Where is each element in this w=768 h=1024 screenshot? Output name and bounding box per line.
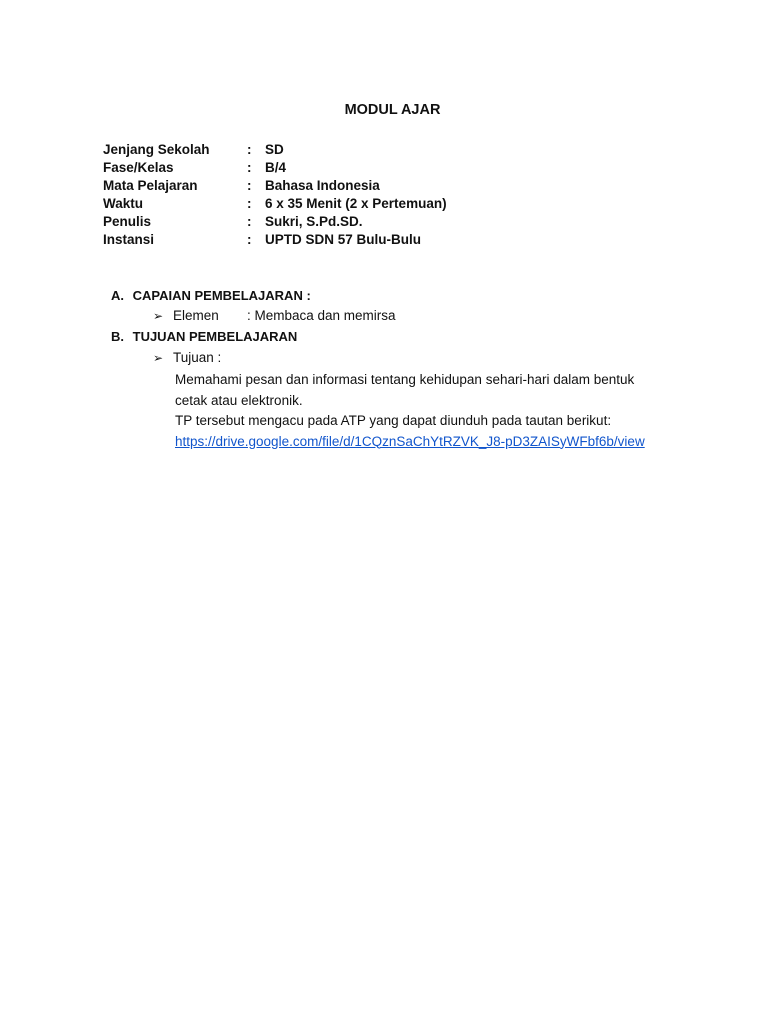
bullet-tujuan bbox=[153, 350, 221, 365]
arrow-bullet-icon: ➢ bbox=[153, 350, 164, 365]
meta-colon: : bbox=[247, 142, 252, 157]
meta-colon: : bbox=[247, 232, 252, 247]
body-line: cetak atau elektronik. bbox=[175, 392, 303, 408]
meta-row-waktu bbox=[103, 195, 447, 213]
meta-row-fase bbox=[103, 159, 447, 177]
atp-link[interactable]: https://drive.google.com/file/d/1CQznSaChYtRZVK_J8-pD3ZAISyWFbf6b/view bbox=[175, 433, 645, 449]
meta-key: Jenjang Sekolah bbox=[103, 142, 210, 157]
meta-key: Waktu bbox=[103, 196, 143, 211]
bullet-value: : Membaca dan memirsa bbox=[247, 308, 396, 323]
meta-key: Mata Pelajaran bbox=[103, 178, 198, 193]
meta-key: Fase/Kelas bbox=[103, 160, 174, 175]
bullet-label: Tujuan : bbox=[173, 350, 222, 365]
section-a-heading bbox=[111, 288, 311, 303]
meta-row-jenjang bbox=[103, 141, 447, 159]
meta-key: Instansi bbox=[103, 232, 155, 247]
meta-value: B/4 bbox=[265, 160, 287, 175]
meta-value: SD bbox=[265, 142, 284, 157]
meta-colon: : bbox=[247, 214, 252, 229]
arrow-bullet-icon: ➢ bbox=[153, 308, 164, 323]
section-letter: B. bbox=[111, 329, 124, 344]
meta-value: Sukri, S.Pd.SD. bbox=[265, 214, 363, 229]
meta-colon: : bbox=[247, 196, 252, 211]
tujuan-body bbox=[175, 370, 695, 452]
meta-colon: : bbox=[247, 160, 252, 175]
section-title: TUJUAN PEMBELAJARAN bbox=[132, 329, 298, 344]
meta-row-penulis bbox=[103, 213, 447, 231]
meta-row-mapel bbox=[103, 177, 447, 195]
bullet-label: Elemen bbox=[173, 308, 219, 323]
section-title: CAPAIAN PEMBELAJARAN : bbox=[132, 288, 311, 303]
meta-colon: : bbox=[247, 178, 252, 193]
meta-value: UPTD SDN 57 Bulu-Bulu bbox=[265, 232, 422, 247]
metadata-table bbox=[103, 141, 447, 249]
body-line: Memahami pesan dan informasi tentang kehidupan sehari-hari dalam bentuk bbox=[175, 372, 635, 387]
bullet-elemen bbox=[153, 308, 396, 323]
meta-value: 6 x 35 Menit (2 x Pertemuan) bbox=[265, 196, 447, 211]
section-letter: A. bbox=[111, 288, 124, 303]
meta-value: Bahasa Indonesia bbox=[265, 178, 380, 193]
meta-row-instansi bbox=[103, 231, 447, 249]
document-title: MODUL AJAR bbox=[344, 102, 441, 118]
meta-key: Penulis bbox=[103, 214, 152, 229]
section-b-heading bbox=[111, 329, 297, 344]
body-line: TP tersebut mengacu pada ATP yang dapat diunduh pada tautan berikut: bbox=[175, 413, 612, 428]
